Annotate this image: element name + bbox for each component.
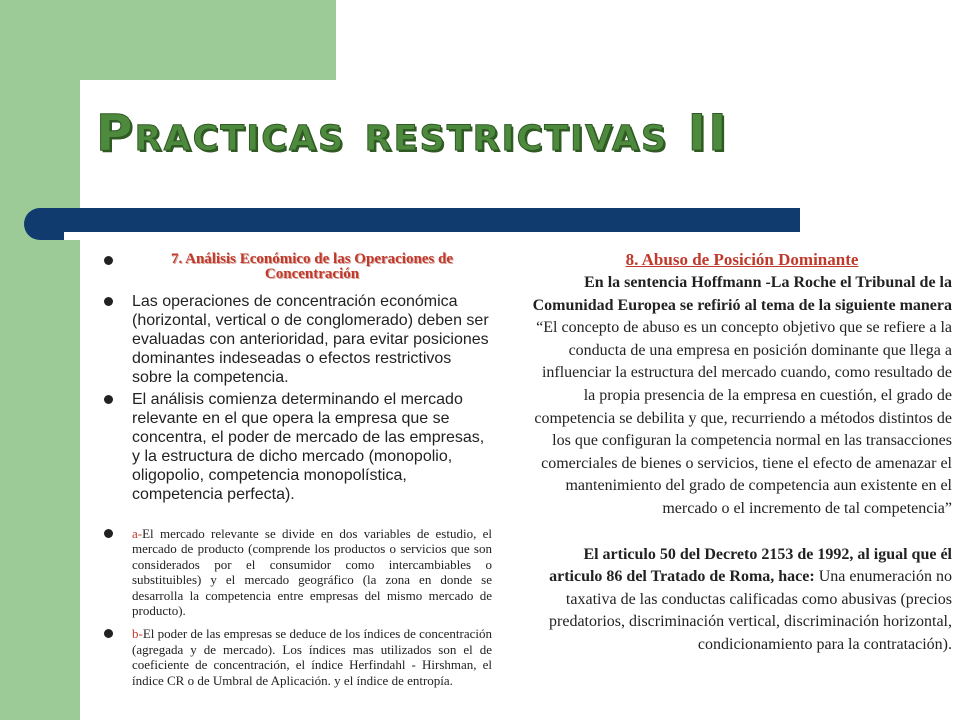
list-item [100,526,492,618]
list-item [100,626,492,688]
bullet-icon [104,256,113,265]
left-column [100,252,492,688]
green-side-band [0,0,80,720]
hoffmann-paragraph [532,272,952,521]
concentration-paragraph: Las operaciones de concentración económica (horizontal, vertical o de conglomerado) deben ser evaluadas con anterioridad, para evitar posiciones dominantes indeseadas o efectos restrictivos sobre la competencia. [132,293,489,386]
bullet-icon [104,395,113,404]
list-item [100,390,492,504]
item-b-text [132,626,492,688]
bullet-icon [104,529,113,538]
decree-paragraph [532,544,952,657]
list-item [100,292,492,387]
decree-body: Una enumeración no taxativa de las conductas calificadas como abusivas (precios predatorios, discriminación vertical, discriminación horizontal, condicionamiento para la contratación). [549,568,952,653]
green-top-band [0,0,336,80]
right-column [532,250,952,657]
item-b-prefix: b- [132,626,143,642]
hoffmann-quote: “El concepto de abuso es un concepto objetivo que se refiere a la conducta de una empresa en posición dominante que llega a influenciar la estructura del mercado cuando, como resultado de la propia presencia de la empresa en cuestión, el grado de competencia se debilita y que, recurriendo a métodos distintos de los que configuran la competencia normal en las transacciones comerciales de bienes o servicios, tiene el efecto de amenazar el mantenimiento del grado de competencia aun existente en el mercado o el incremento de tal competencia” [534,319,952,517]
slide-title: Practicas restrictivas II [96,104,729,162]
item-b-body: El poder de las empresas se deduce de los índices de concentración (agregada y de mercado). Los índices mas utilizados son el de coeficiente de concentración, el índice Herfindahl - Hirshman, el índice CR o de Umbral de Aplicación. y el índice de entropía. [132,626,492,688]
bar-cutout [64,232,800,240]
decree-intro: El articulo 50 del Decreto 2153 de 1992, al igual que él articulo 86 del Tratado de Roma, hace: [549,545,952,586]
bullet-icon [104,297,113,306]
item-a-text [132,526,492,618]
analysis-paragraph: El análisis comienza determinando el mercado relevante en el que opera la empresa que se concentra, el poder de mercado de las empresas, y la estructura de dicho mercado (monopolio, oligopolio, competencia monopolística, competencia perfecta). [132,391,485,503]
section-7-heading: 7. Análisis Económico de las Operaciones de Concentración [170,251,454,282]
hoffmann-intro: En la sentencia Hoffmann -La Roche el Tribunal de la Comunidad Europea se refirió al tema de la siguiente manera [532,274,952,314]
item-a-prefix: a- [132,526,143,541]
item-a-body: El mercado relevante se divide en dos variables de estudio, el mercado de producto (comprende los productos o servicios que son considerados por el consumidor como intercambiables o substituibles) y el mercado geográfico (la zona en donde se desarrolla la competencia entre empresas del mismo mercado de producto). [132,526,492,619]
list-item-heading [100,252,492,282]
bullet-icon [104,629,113,638]
section-8-heading: 8. Abuso de Posición Dominante [625,250,859,269]
